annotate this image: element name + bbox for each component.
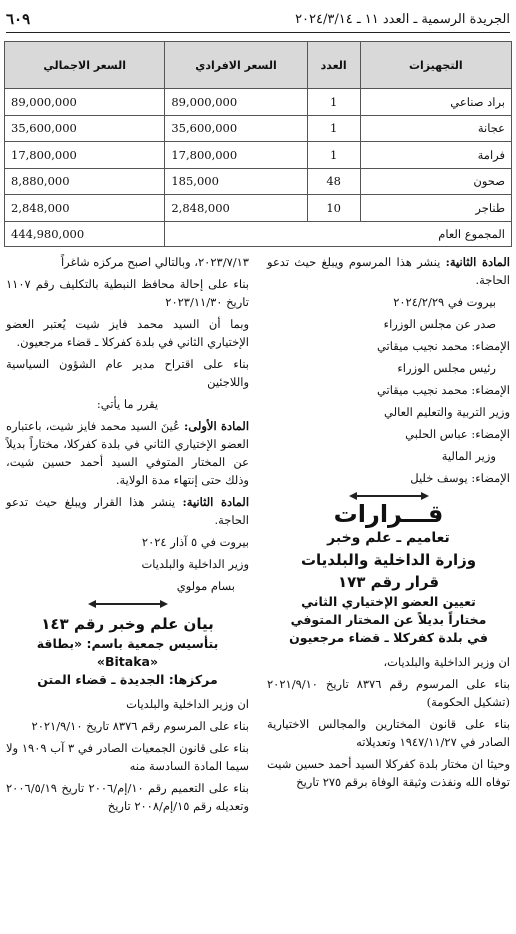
decides-heading: يقرر ما يأتي: <box>96 397 159 411</box>
header-count: العدد <box>307 42 360 89</box>
article-1-paragraph <box>6 417 249 489</box>
paragraph: بناء على التعميم رقم ١٠/إم/٢٠٠٦ تاريخ ٢٠٠٦/٥/١٩ وتعديله رقم ١٥/إم/٢٠٠٨ تاريخ <box>6 781 249 813</box>
finance-minister-title: وزير المالية <box>441 449 496 463</box>
decision-date: بيروت في ٥ آذار ٢٠٢٤ <box>141 535 249 549</box>
signature-1: الإمضاء: محمد نجيب ميقاتي <box>376 339 510 353</box>
paragraph: بناء على قانون المختارين والمجالس الاختيارية الصادر في ١٩٤٧/١١/٢٧ وتعديلاته <box>267 717 510 749</box>
notice-title: بيان علم وخبر رقم ١٤٣ <box>41 615 214 633</box>
table-header-row <box>5 42 512 89</box>
decision-title-line-1: تعيين العضو الإختياري الثاني <box>301 594 476 609</box>
paragraph: ٢٠٢٣/٧/١٣، وبالتالي اصبح مركزه شاغراً <box>60 255 249 269</box>
table-row <box>5 115 512 142</box>
paragraph: ان وزير الداخلية والبلديات، <box>383 655 510 669</box>
section-title: قـــرارات <box>333 500 444 528</box>
ministry-title: وزارة الداخلية والبلديات <box>300 551 477 569</box>
cell-count: 1 <box>307 115 360 142</box>
paragraph: بناء على اقتراح مدير عام الشؤون السياسية واللاجئين <box>6 357 249 389</box>
signature-3: الإمضاء: عباس الحلبي <box>405 427 510 441</box>
header-rule <box>6 32 510 33</box>
paragraph: بناء على المرسوم رقم ٨٣٧٦ تاريخ ٢٠٢١/٩/١٠ <box>31 719 249 733</box>
article-2-label: المادة الثانية: <box>182 495 250 509</box>
cell-unit-price: 2,848,000 <box>165 195 307 222</box>
paragraph: بناء على إحالة محافظ النبطية بالتكليف رقم ١١٠٧ تاريخ ٢٠٢٣/١١/٣٠ <box>6 277 249 309</box>
cell-name: طناجر <box>360 195 511 222</box>
minister-title: وزير الداخلية والبلديات <box>141 557 249 571</box>
education-minister-title: وزير التربية والتعليم العالي <box>383 405 510 419</box>
cell-unit-price: 35,600,000 <box>165 115 307 142</box>
table-row <box>5 89 512 116</box>
pm-title: رئيس مجلس الوزراء <box>397 361 496 375</box>
section-divider <box>357 495 421 497</box>
decision-title-line-2: مختاراً بديلاً عن المختار المتوفي <box>290 612 487 627</box>
cell-count: 48 <box>307 168 360 195</box>
left-column <box>6 253 249 819</box>
decree-date: بيروت في ٢٠٢٤/٢/٢٩ <box>393 295 496 309</box>
cell-count: 1 <box>307 89 360 116</box>
section-divider <box>96 603 160 605</box>
cell-unit-price: 89,000,000 <box>165 89 307 116</box>
cell-unit-price: 185,000 <box>165 168 307 195</box>
article-2-text: ينشر هذا المرسوم ويبلغ حيث تدعو الحاجة. <box>267 255 510 287</box>
table-row <box>5 195 512 222</box>
sum-label: المجموع العام <box>165 221 512 246</box>
header-equipment: التجهيزات <box>360 42 511 89</box>
article-2-label: المادة الثانية: <box>445 255 510 269</box>
cell-name: عجانة <box>360 115 511 142</box>
cell-count: 10 <box>307 195 360 222</box>
paragraph: بناء على قانون الجمعيات الصادر في ٣ آب ١٩٠٩ ولا سيما المادة السادسة منه <box>6 741 249 773</box>
cell-name: فرامة <box>360 142 511 169</box>
signature-4: الإمضاء: يوسف خليل <box>410 471 510 485</box>
sum-value: 444,980,000 <box>5 221 165 246</box>
article-2-paragraph <box>267 253 510 289</box>
section-subtitle: تعاميم ـ علم وخبر <box>327 530 450 546</box>
table-row <box>5 168 512 195</box>
cell-total: 2,848,000 <box>5 195 165 222</box>
equipment-table <box>4 41 512 247</box>
paragraph: وبما أن السيد محمد فايز شيت يُعتبر العضو الإختياري الثاني في بلدة كفركلا ـ قضاء مرجعيون. <box>6 317 249 349</box>
cell-unit-price: 17,800,000 <box>165 142 307 169</box>
notice-subtitle-2: مركزها: الجديدة ـ قضاء المتن <box>37 672 218 687</box>
header-total-price: السعر الاجمالي <box>5 42 165 89</box>
cell-name: براد صناعي <box>360 89 511 116</box>
header-unit-price: السعر الافرادي <box>165 42 307 89</box>
right-column <box>267 253 510 795</box>
article-2-paragraph <box>6 493 249 529</box>
page-header <box>6 8 510 30</box>
article-1-label: المادة الأولى: <box>184 419 250 433</box>
notice-subtitle-1: بتأسيس جمعية باسم: «بطاقة «Bitaka» <box>36 636 219 669</box>
cell-total: 17,800,000 <box>5 142 165 169</box>
page-number: ٦٠٩ <box>6 10 31 28</box>
decision-number: قرار رقم ١٧٣ <box>337 573 440 591</box>
header-title: الجريدة الرسمية ـ العدد ١١ ـ ٢٠٢٤/٣/١٤ <box>295 11 510 27</box>
article-1-text: عُينَ السيد محمد فايز شيت، باعتباره العضو الإختياري الثاني في بلدة كفركلا، مختاراً بديلاً عن المختار المتوفي السيد أحمد حسين شيت، وذلك حتى إنتهاء مدة الولاية. <box>6 419 249 487</box>
issued-by: صدر عن مجلس الوزراء <box>383 317 496 331</box>
table-row <box>5 142 512 169</box>
table-sum-row <box>5 221 512 246</box>
paragraph: بناء على المرسوم رقم ٨٣٧٦ تاريخ ٢٠٢١/٩/١٠ (تشكيل الحكومة) <box>267 677 510 709</box>
cell-count: 1 <box>307 142 360 169</box>
cell-total: 35,600,000 <box>5 115 165 142</box>
cell-total: 89,000,000 <box>5 89 165 116</box>
cell-total: 8,880,000 <box>5 168 165 195</box>
paragraph: وحيثا ان مختار بلدة كفركلا السيد أحمد حسين شيت توفاه الله ونفذت وثيقة الوفاة برقم ٢٧٥ تاريخ <box>267 757 510 789</box>
signature-2: الإمضاء: محمد نجيب ميقاتي <box>376 383 510 397</box>
cell-name: صحون <box>360 168 511 195</box>
paragraph: ان وزير الداخلية والبلديات <box>126 697 249 711</box>
minister-name: بسام مولوي <box>176 579 235 593</box>
decision-title-line-3: في بلدة كفركلا ـ قضاء مرجعيون <box>289 630 488 645</box>
article-2-text: ينشر هذا القرار ويبلغ حيث تدعو الحاجة. <box>6 495 249 527</box>
